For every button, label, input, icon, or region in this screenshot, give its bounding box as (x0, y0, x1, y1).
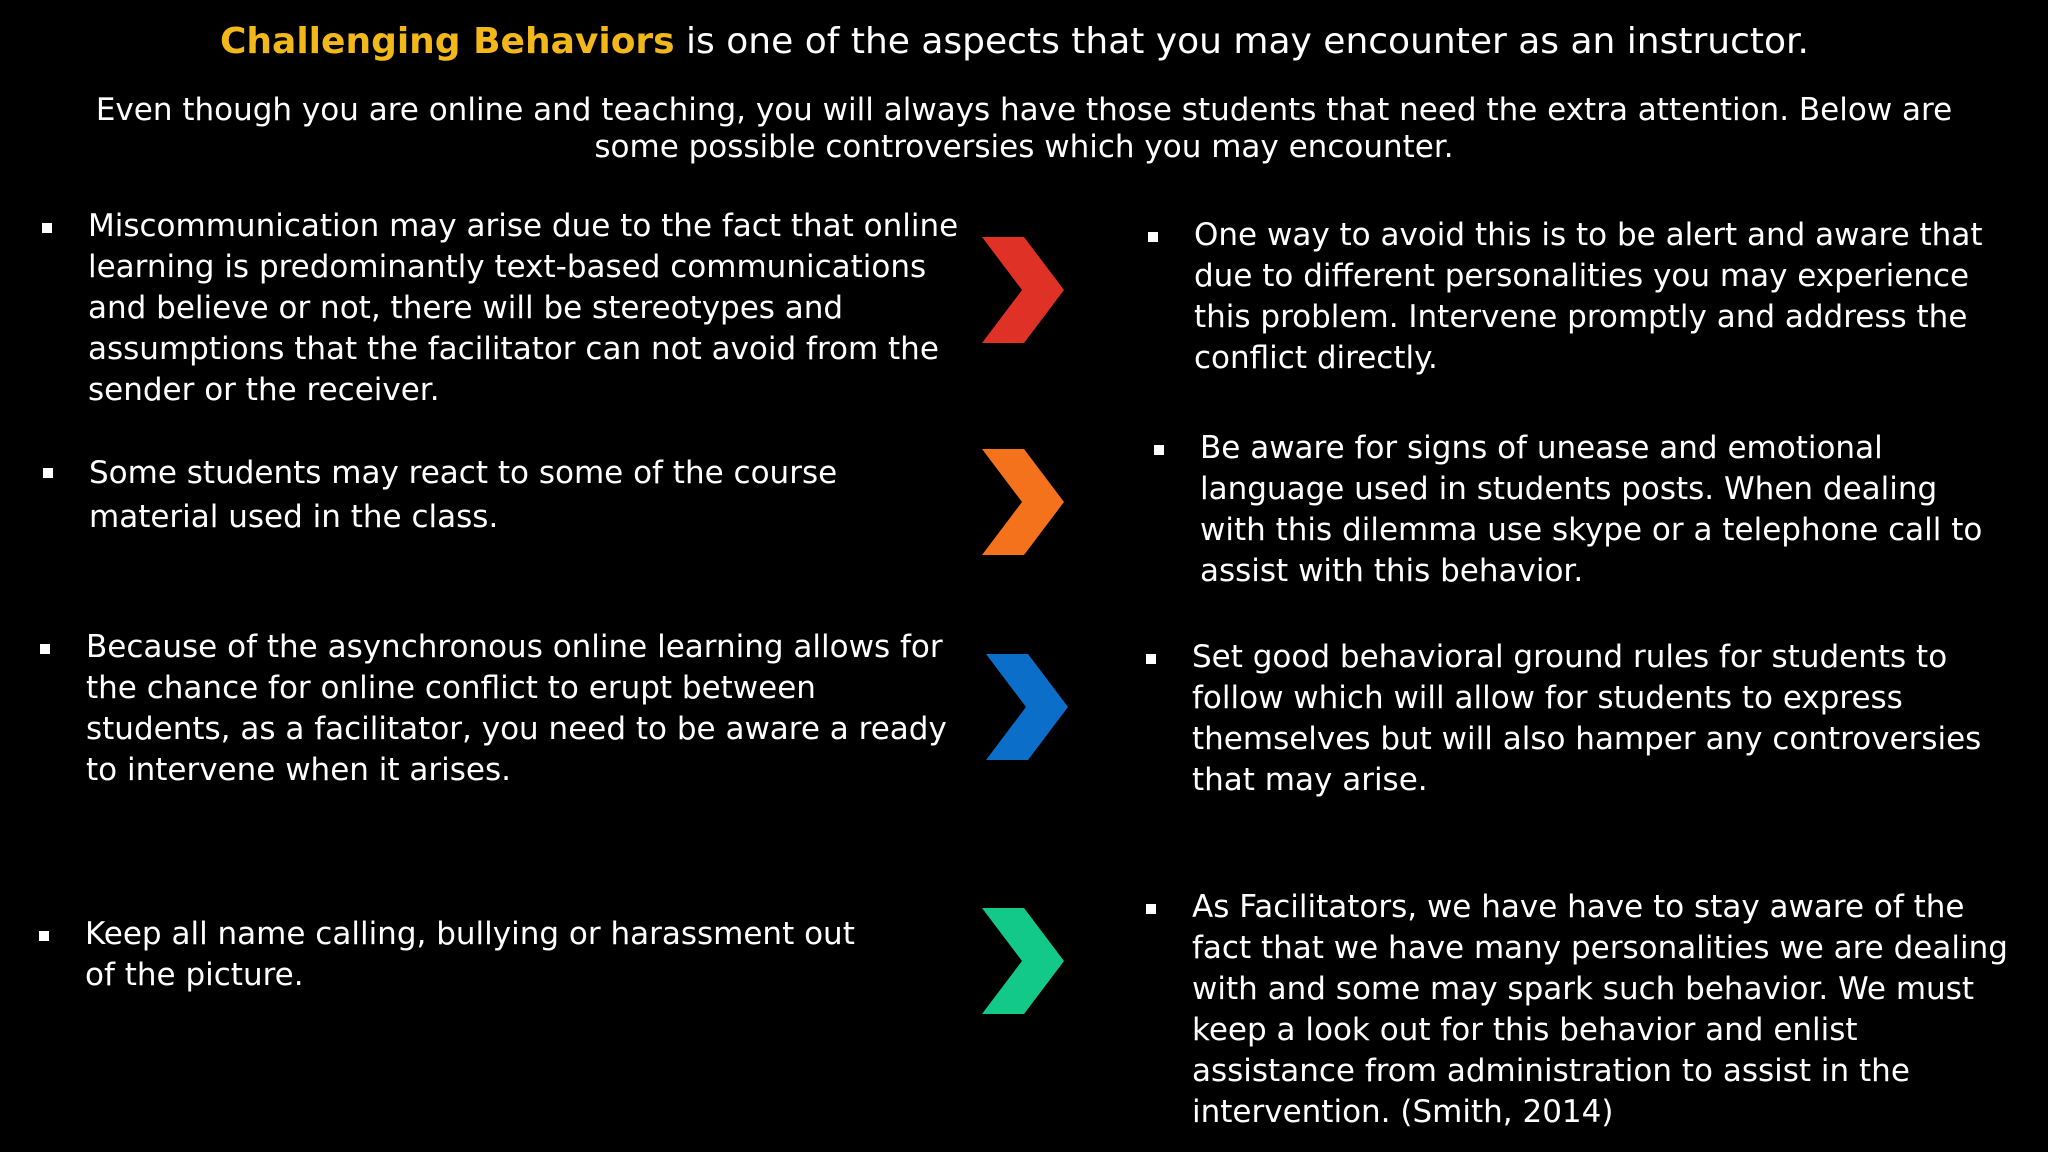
square-bullet-icon (1154, 445, 1164, 455)
response-item (1146, 887, 2016, 1133)
slide-subtitle: Even though you are online and teaching, you will always have those students that need the extra attention. Below are some possible controversies which you may encounter. (95, 92, 1953, 165)
response-text: As Facilitators, we have have to stay aware of the fact that we have many personalities we are dealing with and some may spark such behavior. We must keep a look out for this behavior and enlist assistance from administration to assist in the intervention. (Smith, 2014) (1192, 889, 2008, 1130)
response-text: Set good behavioral ground rules for students to follow which will allow for students to express themselves but will also hamper any controversies that may arise. (1192, 639, 1982, 798)
issue-text: Some students may react to some of the course material used in the class. (89, 455, 838, 535)
issue-text: Miscommunication may arise due to the fact that online learning is predominantly text-based communications and believe or not, there will be stereotypes and assumptions that the facilitator can not avoid from the sender or the receiver. (88, 208, 959, 408)
slide-title (220, 18, 1920, 66)
square-bullet-icon (39, 931, 49, 941)
response-item (1146, 637, 2006, 801)
response-text: Be aware for signs of unease and emotional language used in students posts. When dealing with this dilemma use skype or a telephone call to assist with this behavior. (1200, 430, 1983, 589)
square-bullet-icon (43, 468, 53, 478)
chevron-right-icon (980, 449, 1064, 555)
issue-item (43, 451, 973, 539)
response-item (1148, 215, 2008, 379)
square-bullet-icon (1146, 904, 1156, 914)
issue-text: Keep all name calling, bullying or harassment out of the picture. (85, 916, 855, 993)
chevron-shape (982, 449, 1064, 555)
square-bullet-icon (1148, 232, 1158, 242)
chevron-shape (986, 654, 1068, 760)
title-rest: is one of the aspects that you may encounter as an instructor. (674, 21, 1809, 62)
chevron-right-icon (984, 654, 1068, 760)
issue-text: Because of the asynchronous online learning allows for the chance for online conflict to erupt between students, as a facilitator, you need to be aware a ready to intervene when it arises. (86, 629, 947, 788)
chevron-shape (982, 237, 1064, 343)
square-bullet-icon (1146, 654, 1156, 664)
title-highlight: Challenging Behaviors (220, 21, 675, 62)
chevron-shape (982, 908, 1064, 1014)
chevron-right-icon (980, 237, 1064, 343)
response-item (1154, 428, 2004, 592)
issue-item (39, 914, 879, 996)
issue-item (40, 627, 970, 791)
square-bullet-icon (42, 223, 52, 233)
issue-item (42, 206, 972, 411)
square-bullet-icon (40, 644, 50, 654)
chevron-right-icon (980, 908, 1064, 1014)
response-text: One way to avoid this is to be alert and aware that due to different personalities you may experience this problem. Intervene promptly and address the conflict directly. (1194, 217, 1983, 376)
